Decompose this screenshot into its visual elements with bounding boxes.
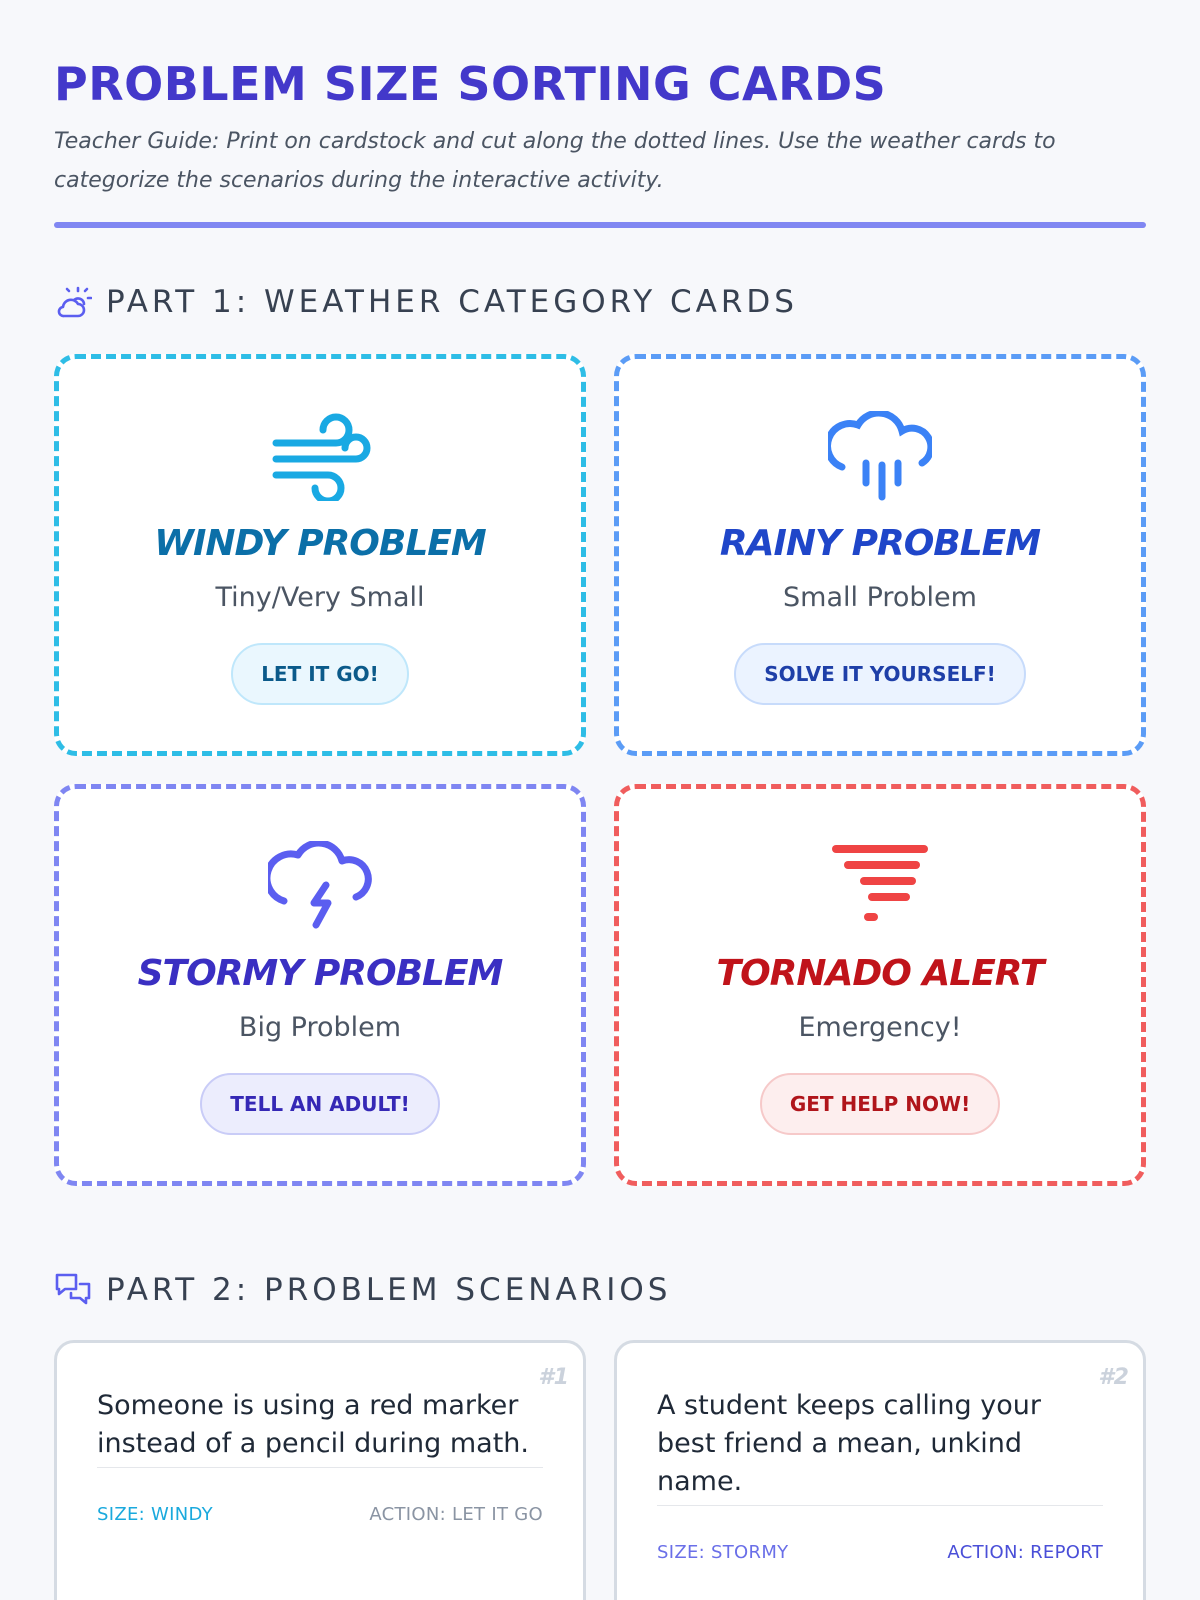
part1-heading xyxy=(54,282,1146,322)
part2-heading-text: PART 2: PROBLEM SCENARIOS xyxy=(106,1272,672,1308)
scenario-size: SIZE: WINDY xyxy=(97,1504,213,1525)
card-title: STORMY PROBLEM xyxy=(137,953,503,994)
card-subtitle: Tiny/Very Small xyxy=(215,582,425,613)
header xyxy=(54,0,1146,228)
card-subtitle: Emergency! xyxy=(798,1012,962,1043)
scenario-meta xyxy=(97,1504,543,1525)
chat-bubbles-icon xyxy=(54,1271,92,1309)
card-subtitle: Big Problem xyxy=(238,1012,402,1043)
card-title: TORNADO ALERT xyxy=(716,953,1044,994)
action-badge: LET IT GO! xyxy=(231,643,409,705)
scenario-text: A student keeps calling your best friend a mean, unkind name. xyxy=(657,1387,1103,1506)
teacher-guide-note: Teacher Guide: Print on cardstock and cut along the dotted lines. Use the weather cards to categorize the scenarios during the interactive activity. xyxy=(54,129,1056,193)
card-subtitle: Small Problem xyxy=(783,582,977,613)
tornado-card xyxy=(614,784,1146,1186)
part2-heading xyxy=(54,1270,671,1310)
action-badge: GET HELP NOW! xyxy=(760,1073,1000,1135)
weather-cards-grid xyxy=(54,354,1146,1186)
rain-cloud-icon xyxy=(828,411,932,503)
scenario-card xyxy=(54,1340,586,1600)
scenario-number: #2 xyxy=(1098,1365,1129,1390)
action-badge: SOLVE IT YOURSELF! xyxy=(734,643,1026,705)
sun-cloud-icon xyxy=(54,283,92,321)
header-divider xyxy=(54,222,1146,228)
scenario-action: ACTION: LET IT GO xyxy=(369,1504,543,1525)
storm-cloud-icon xyxy=(268,841,372,933)
stormy-card xyxy=(54,784,586,1186)
scenario-number: #1 xyxy=(538,1365,569,1390)
rainy-card xyxy=(614,354,1146,756)
tornado-icon xyxy=(828,841,932,933)
windy-card xyxy=(54,354,586,756)
scenario-card xyxy=(614,1340,1146,1600)
part1-heading-text: PART 1: WEATHER CATEGORY CARDS xyxy=(106,284,798,320)
card-title: WINDY PROBLEM xyxy=(154,523,486,564)
scenario-text: Someone is using a red marker instead of a pencil during math. xyxy=(97,1387,543,1468)
page-title: PROBLEM SIZE SORTING CARDS xyxy=(54,57,887,111)
scenario-action: ACTION: REPORT xyxy=(947,1542,1103,1563)
scenario-meta xyxy=(657,1542,1103,1563)
wind-icon xyxy=(268,411,372,503)
scenario-cards-grid xyxy=(54,1340,1146,1600)
scenario-size: SIZE: STORMY xyxy=(657,1542,789,1563)
card-title: RAINY PROBLEM xyxy=(719,523,1041,564)
action-badge: TELL AN ADULT! xyxy=(200,1073,439,1135)
